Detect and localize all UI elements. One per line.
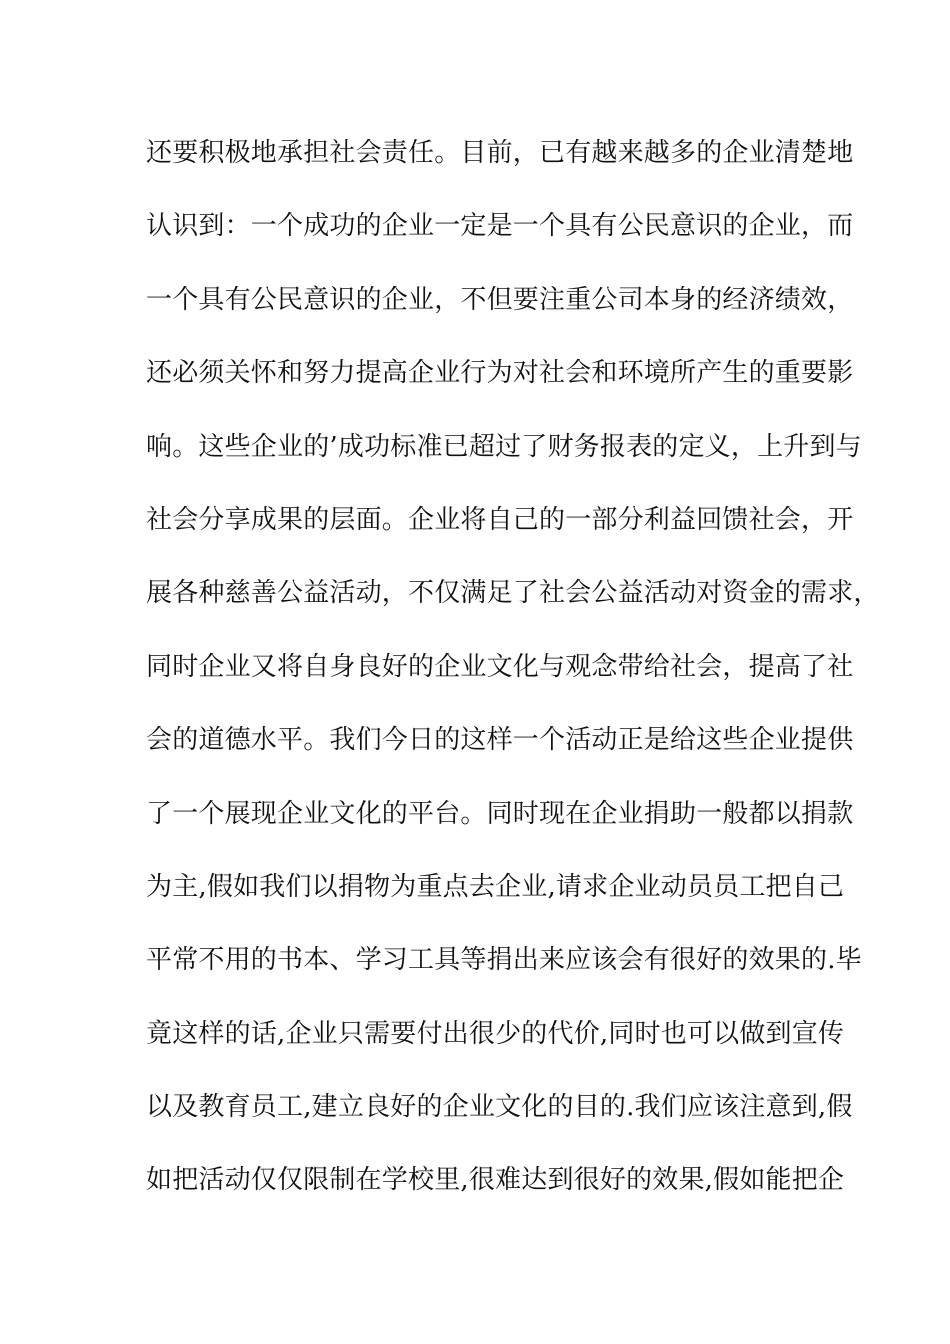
text-line: 以及教育员工,建立良好的企业文化的目的.我们应该注意到,假: [146, 1092, 853, 1123]
text-line: 认识到：一个成功的企业一定是一个具有公民意识的企业，而: [146, 211, 854, 242]
text-line: 响。这些企业的’成功标准已超过了财务报表的定义，上升到与: [146, 431, 862, 462]
text-line: 如把活动仅仅限制在学校里,很难达到很好的效果,假如能把企: [146, 1165, 845, 1196]
body-text: [146, 130, 880, 1231]
text-line: 竟这样的话,企业只需要付出很少的代价,同时也可以做到宣传: [146, 1018, 845, 1049]
text-line: 一个具有公民意识的企业，不但要注重公司本身的经济绩效，: [146, 284, 854, 315]
text-line: 为主,假如我们以捐物为重点去企业,请求企业动员员工把自己: [146, 871, 845, 902]
text-line: 了一个展现企业文化的平台。同时现在企业捐助一般都以捐款: [146, 798, 854, 829]
text-line: 还必须关怀和努力提高企业行为对社会和环境所产生的重要影: [146, 358, 854, 389]
text-line: 平常不用的书本、学习工具等捐出来应该会有很好的效果的.毕: [146, 945, 862, 976]
text-line: 社会分享成果的层面。企业将自己的一部分利益回馈社会，开: [146, 504, 854, 535]
text-line: 展各种慈善公益活动，不仅满足了社会公益活动对资金的需求，: [146, 578, 880, 609]
text-line: 还要积极地承担社会责任。目前，已有越来越多的企业清楚地: [146, 138, 854, 168]
text-line: 同时企业又将自身良好的企业文化与观念带给社会，提高了社: [146, 651, 854, 682]
text-line: 会的道德水平。我们今日的这样一个活动正是给这些企业提供: [146, 725, 854, 756]
